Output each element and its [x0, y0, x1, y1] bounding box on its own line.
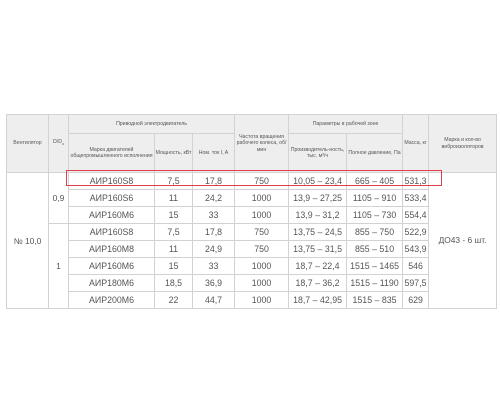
productivity-cell: 13,75 – 24,5 — [289, 224, 347, 241]
productivity-cell: 13,9 – 31,2 — [289, 207, 347, 224]
mass-cell: 531,3 — [403, 173, 429, 190]
productivity-cell: 13,75 – 31,5 — [289, 241, 347, 258]
mass-cell: 546 — [403, 258, 429, 275]
header-ventilator: Вентилятор — [7, 115, 49, 173]
current-cell: 17,8 — [193, 173, 235, 190]
motor-brand-cell: АИР180М6 — [69, 275, 155, 292]
productivity-cell: 13,9 – 27,25 — [289, 190, 347, 207]
table-row — [7, 207, 497, 224]
ratio-cell: 0,9 — [49, 173, 69, 224]
spec-table — [6, 114, 497, 309]
spec-table-container — [6, 114, 496, 309]
table-row — [7, 173, 497, 190]
rpm-cell: 1000 — [235, 258, 289, 275]
table-row — [7, 224, 497, 241]
rpm-cell: 1000 — [235, 190, 289, 207]
header-vibro: Марка и кол-во виброизоляторов — [429, 115, 497, 173]
table-row — [7, 241, 497, 258]
header-productivity: Производитель-ность, тыс. м³/ч — [289, 134, 347, 173]
rpm-cell: 750 — [235, 224, 289, 241]
power-cell: 7,5 — [155, 173, 193, 190]
current-cell: 44,7 — [193, 292, 235, 309]
rpm-cell: 1000 — [235, 292, 289, 309]
mass-cell: 597,5 — [403, 275, 429, 292]
fan-name-cell: № 10,0 — [7, 173, 49, 309]
current-cell: 24,2 — [193, 190, 235, 207]
vibro-cell: ДО43 - 6 шт. — [429, 173, 497, 309]
table-row — [7, 275, 497, 292]
table-row — [7, 190, 497, 207]
mass-cell: 522,9 — [403, 224, 429, 241]
header-drive-motor: Приводной электродвигатель — [69, 115, 235, 134]
motor-brand-cell: АИР160М6 — [69, 258, 155, 275]
rpm-cell: 1000 — [235, 275, 289, 292]
header-work-params: Параметры в рабочей зоне — [289, 115, 403, 134]
mass-cell: 533,4 — [403, 190, 429, 207]
power-cell: 22 — [155, 292, 193, 309]
productivity-cell: 18,7 – 36,2 — [289, 275, 347, 292]
current-cell: 33 — [193, 258, 235, 275]
ratio-cell: 1 — [49, 224, 69, 309]
header-d-ratio: $D/D_o$ — [49, 115, 69, 173]
rpm-cell: 1000 — [235, 207, 289, 224]
pressure-cell: 665 – 405 — [347, 173, 403, 190]
productivity-cell: 18,7 – 22,4 — [289, 258, 347, 275]
header-rotation: Частота вращения рабочего колеса, об/мин — [235, 115, 289, 173]
pressure-cell: 1515 – 1465 — [347, 258, 403, 275]
table-row — [7, 292, 497, 309]
mass-cell: 554,4 — [403, 207, 429, 224]
pressure-cell: 1105 – 730 — [347, 207, 403, 224]
motor-brand-cell: АИР200М6 — [69, 292, 155, 309]
power-cell: 15 — [155, 258, 193, 275]
header-mass: Масса, кг — [403, 115, 429, 173]
pressure-cell: 855 – 510 — [347, 241, 403, 258]
current-cell: 33 — [193, 207, 235, 224]
power-cell: 7,5 — [155, 224, 193, 241]
current-cell: 36,9 — [193, 275, 235, 292]
motor-brand-cell: АИР160М8 — [69, 241, 155, 258]
power-cell: 15 — [155, 207, 193, 224]
productivity-cell: 10,05 – 23,4 — [289, 173, 347, 190]
power-cell: 18,5 — [155, 275, 193, 292]
header-pressure: Полное давление, Па — [347, 134, 403, 173]
motor-brand-cell: АИР160М6 — [69, 207, 155, 224]
pressure-cell: 1515 – 1190 — [347, 275, 403, 292]
motor-brand-cell: АИР160S8 — [69, 224, 155, 241]
motor-brand-cell: АИР160S6 — [69, 190, 155, 207]
mass-cell: 629 — [403, 292, 429, 309]
productivity-cell: 18,7 – 42,95 — [289, 292, 347, 309]
pressure-cell: 1105 – 910 — [347, 190, 403, 207]
rpm-cell: 750 — [235, 173, 289, 190]
power-cell: 11 — [155, 241, 193, 258]
rpm-cell: 750 — [235, 241, 289, 258]
power-cell: 11 — [155, 190, 193, 207]
header-power: Мощность, кВт — [155, 134, 193, 173]
mass-cell: 543,9 — [403, 241, 429, 258]
current-cell: 17,8 — [193, 224, 235, 241]
header-current: Ном. ток I, A — [193, 134, 235, 173]
motor-brand-cell: АИР160S8 — [69, 173, 155, 190]
current-cell: 24,9 — [193, 241, 235, 258]
pressure-cell: 855 – 750 — [347, 224, 403, 241]
pressure-cell: 1515 – 835 — [347, 292, 403, 309]
header-motor-brand: Марка двигателей общепромышленного исполнения — [69, 134, 155, 173]
table-row — [7, 258, 497, 275]
